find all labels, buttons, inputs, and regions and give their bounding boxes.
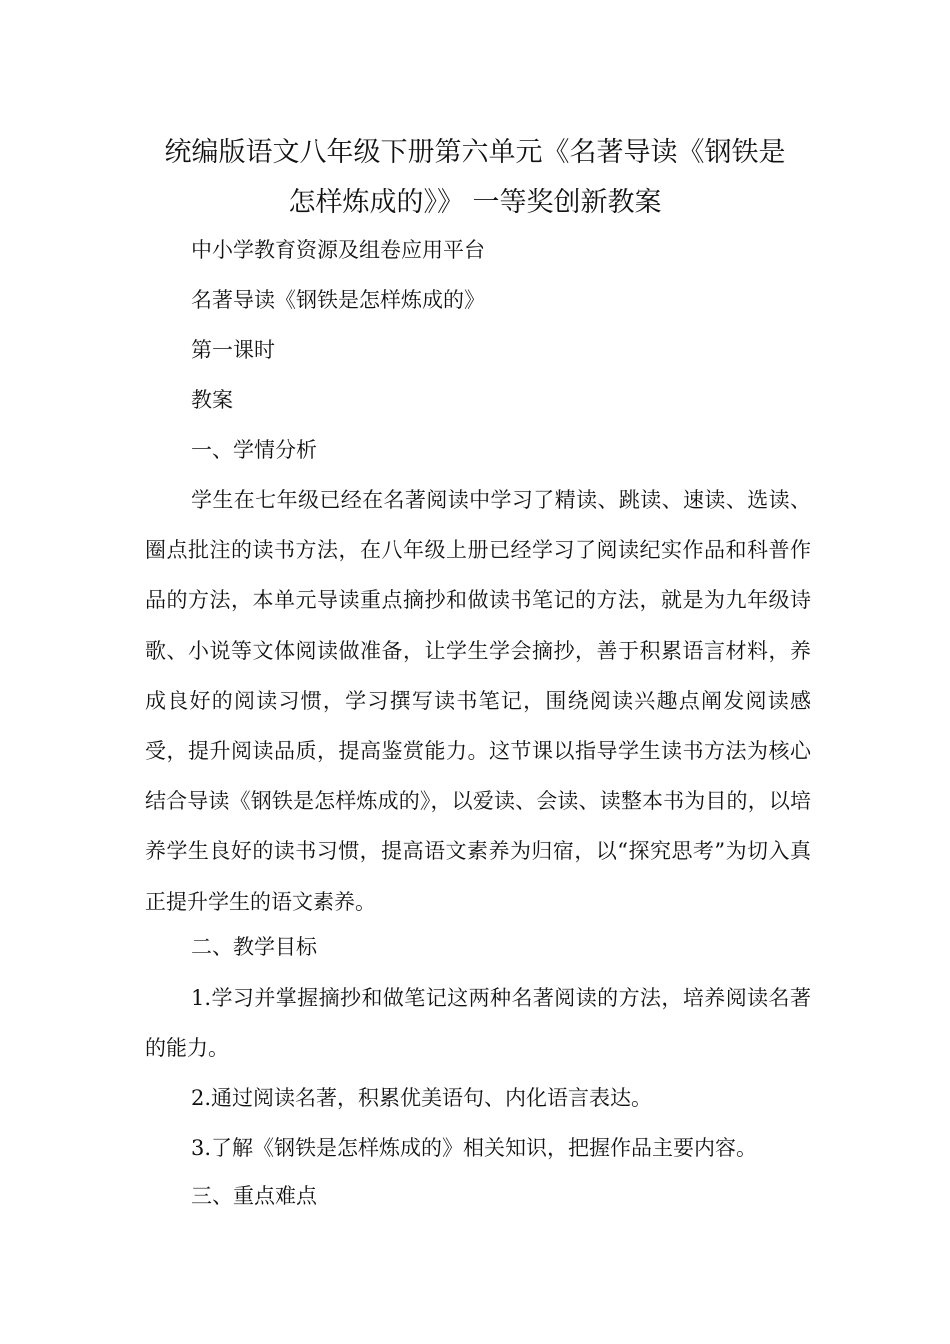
platform-name: 中小学教育资源及组卷应用平台 (191, 238, 485, 262)
doc-type-label: 教案 (191, 388, 233, 412)
goal-item-1: 1.学习并掌握摘抄和做笔记这两种名著阅读的方法，培养阅读名著的能力。 (145, 986, 811, 1061)
section-heading-goals: 二、教学目标 (191, 935, 317, 959)
lesson-label: 第一课时 (191, 338, 275, 362)
analysis-paragraph: 学生在七年级已经在名著阅读中学习了精读、跳读、速读、选读、圈点批注的读书方法，在八年级上册已经学习了阅读纪实作品和科普作品的方法，本单元导读重点摘抄和做读书笔记的方法，就是为九年级诗歌、小说等文体阅读做准备，让学生学会摘抄，善于积累语言材料，养成良好的阅读习惯，学习撰写读书笔记，围绕阅读兴趣点阐发阅读感受，提升阅读品质，提高鉴赏能力。这节课以指导学生读书方法为核心结合导读《钢铁是怎样炼成的》，以爱读、会读、读整本书为目的，以培养学生良好的读书习惯，提高语文素养为归宿，以“探究思考”为切入真正提升学生的语文素养。 (145, 488, 811, 914)
goal-item-2: 2.通过阅读名著，积累优美语句、内化语言表达。 (191, 1086, 653, 1110)
section-heading-key-points: 三、重点难点 (191, 1184, 317, 1208)
document-title-line-2: 怎样炼成的》》 一等奖创新教案 (288, 187, 662, 218)
section-heading-analysis: 一、学情分析 (191, 438, 317, 462)
document-title-line-1: 统编版语文八年级下册第六单元《名著导读《钢铁是 (164, 137, 786, 168)
goal-item-3: 3.了解《钢铁是怎样炼成的》相关知识，把握作品主要内容。 (191, 1136, 758, 1160)
document-subtitle: 名著导读《钢铁是怎样炼成的》 (191, 288, 485, 312)
